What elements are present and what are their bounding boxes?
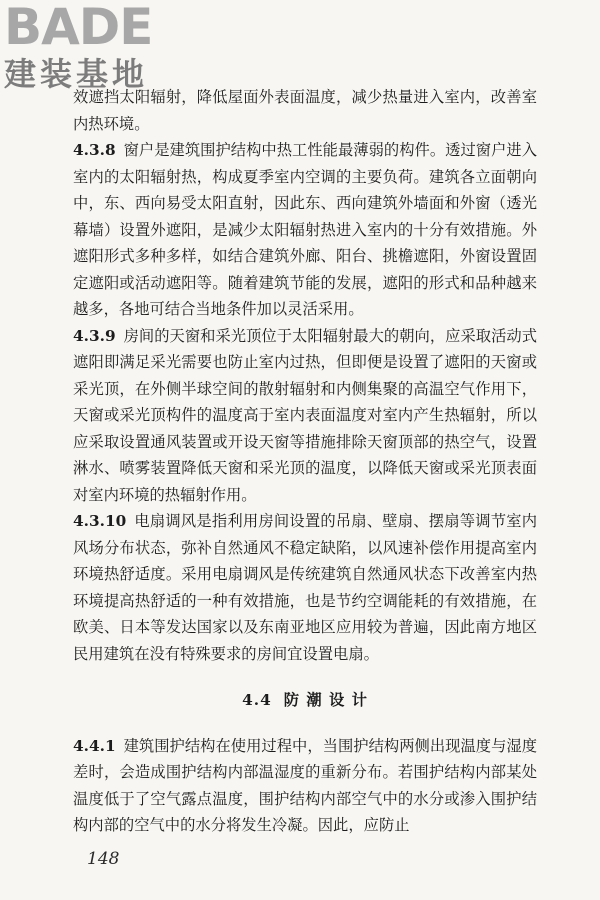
watermark-cjk: 建装基地: [4, 55, 149, 93]
paragraph-continued: [73, 84, 537, 137]
paragraph-4-3-8: [73, 137, 537, 323]
section-title: 防 潮 设 计: [283, 691, 368, 709]
clause-number: 4.4.1: [73, 736, 116, 755]
clause-number: 4.3.10: [73, 512, 127, 530]
page-number: 148: [87, 849, 120, 869]
paragraph-text: 电扇调风是指利用房间设置的吊扇、壁扇、摆扇等调节室内风场分布状态，弥补自然通风不稳定缺陷，以风速补偿作用提高室内环境热舒适度。采用电扇调风是传统建筑自然通风状态下改善室内热环境提高热舒适的一种有效措施，也是节约空调能耗的有效措施，在欧美、日本等发达国家以及东南亚地区应用较为普遍，因此南方地区民用建筑在没有特殊要求的房间宜设置电扇。: [73, 512, 537, 663]
paragraph-text: 窗户是建筑围护结构中热工性能最薄弱的构件。透过窗户进入室内的太阳辐射热，构成夏季室内空调的主要负荷。建筑各立面朝向中，东、西向易受太阳直射，因此东、西向建筑外墙面和外窗（透光幕墙）设置外遮阳，是减少太阳辐射热进入室内的十分有效措施。外遮阳形式多种多样，如结合建筑外廊、阳台、挑檐遮阳，外窗设置固定遮阳或活动遮阳等。随着建筑节能的发展，遮阳的形式和品种越来越多，各地可结合当地条件加以灵活采用。: [73, 141, 537, 318]
watermark-latin: BADE: [4, 0, 153, 56]
paragraph-4-3-10: [73, 508, 537, 667]
clause-number: 4.3.8: [73, 141, 116, 159]
paragraph-text: 效遮挡太阳辐射，降低屋面外表面温度，减少热量进入室内，改善室内热环境。: [73, 88, 537, 133]
paragraph-text: 房间的天窗和采光顶位于太阳辐射最大的朝向，应采取活动式遮阳即满足采光需要也防止室内过热，但即便是设置了遮阳的天窗或采光顶，在外侧半球空间的散射辐射和内侧集聚的高温空气作用下，天窗或采光顶构件的温度高于室内表面温度对室内产生热辐射，所以应采取设置通风装置或开设天窗等措施排除天窗顶部的热空气，设置淋水、喷雾装置降低天窗和采光顶的温度，以降低天窗或采光顶表面对室内环境的热辐射作用。: [73, 326, 537, 504]
section-number: 4.4: [242, 691, 272, 709]
paragraph-4-4-1: [73, 733, 537, 839]
watermark-logo: [4, 2, 176, 94]
paragraph-text: 建筑围护结构在使用过程中，当围护结构两侧出现温度与湿度差时，会造成围护结构内部温湿度的重新分布。若围护结构内部某处温度低于了空气露点温度，围护结构内部空气中的水分或渗入围护结构内部的空气中的水分将发生冷凝。因此，应防止: [73, 736, 537, 834]
clause-number: 4.3.9: [73, 326, 116, 345]
page-body: [73, 84, 537, 839]
section-heading: [73, 687, 537, 714]
paragraph-4-3-9: [73, 323, 537, 509]
